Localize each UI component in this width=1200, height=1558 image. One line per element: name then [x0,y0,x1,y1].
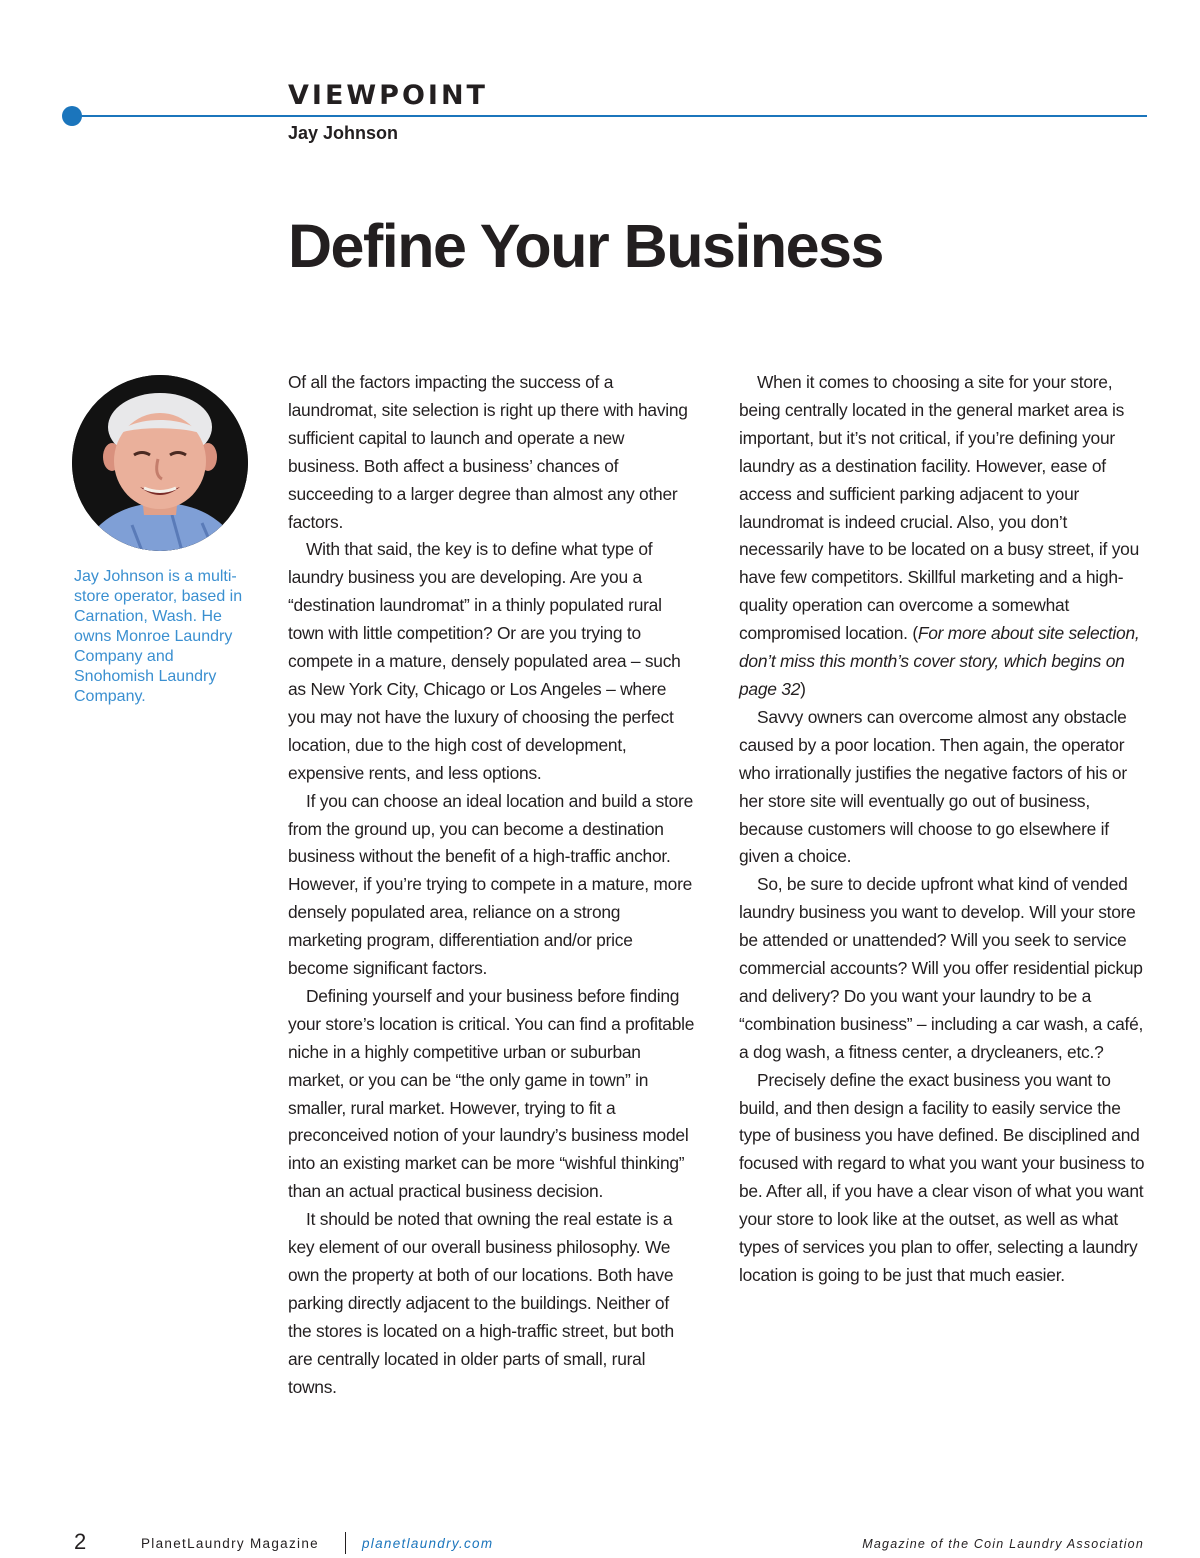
cover-story-reference: For more about site selection, don’t miss this month’s cover story, which begins on page 32 [739,623,1140,699]
article-column-right [739,369,1147,1290]
paragraph: It should be noted that owning the real estate is a key element of our overall business philosophy. We own the property at both of our locations. Both have parking directly adjacent to the buildings. Neither of the stores is located on a high-traffic street, but both are centrally located in older parts of small, rural towns. [288,1209,674,1397]
magazine-tagline: Magazine of the Coin Laundry Association [862,1537,1144,1551]
paragraph: Of all the factors impacting the success of a laundromat, site selection is right up there with having sufficient capital to launch and operate a new business. Both affect a business’ chances of succeeding to a larger degree than almost any other factors. [288,372,688,532]
section-label: VIEWPOINT [288,80,488,111]
magazine-name: PlanetLaundry Magazine [141,1536,319,1551]
author-photo [72,375,248,551]
paragraph: Defining yourself and your business before finding your store’s location is critical. You can find a profitable niche in a highly competitive urban or suburban market, or you can be “the only game in town” in smaller, rural market. However, trying to fit a preconceived notion of your laundry’s business model into an existing market can be more “wishful thinking” than an actual practical business decision. [288,985,695,1202]
paragraph [739,369,1147,704]
article-title: Define Your Business [288,212,883,280]
paragraph: If you can choose an ideal location and build a store from the ground up, you can become a destination business without the benefit of a high-traffic anchor. However, if you’re trying to compete in a mature, more densely populated area, reliance on a strong marketing program, differentiation and/or price become significant factors. [288,790,694,979]
paragraph: Savvy owners can overcome almost any obstacle caused by a poor location. Then again, the operator who irrationally justifies the negative factors of his or her store site will eventually go out of business, because customers will choose to go elsewhere if given a choice. [739,706,1127,867]
website-link[interactable]: planetlaundry.com [362,1536,494,1551]
header-rule-line [72,115,1147,117]
paragraph: So, be sure to decide upfront what kind of vended laundry business you want to develop. Will your store be attended or unattended? Will you seek to service commercial accounts? Will you offer residential pickup and delivery? Do you want your laundry to be a “combination business” – including a car wash, a café, a dog wash, a fitness center, a drycleaners, etc.? [739,874,1144,1062]
paragraph: With that said, the key is to define what type of laundry business you are developing. Are you a “destination laundromat” in a thinly populated rural town with little competition? Or are you trying to compete in a mature, densely populated area – such as New York City, Chicago or Los Angeles – where you may not have the luxury of choosing the perfect location, due to the high cost of development, expensive rents, and less options. [288,539,681,783]
paragraph: Precisely define the exact business you want to build, and then design a facility to easily service the type of business you have defined. Be disciplined and focused with regard to what you want your business to be. After all, if you have a clear vison of what you want your store to look like at the outset, as well as what types of services you plan to offer, selecting a laundry location is going to be just that much easier. [739,1069,1145,1285]
footer-divider [345,1532,346,1554]
paragraph-text: ) [800,678,806,699]
article-column-left [288,369,696,1402]
author-byline: Jay Johnson [288,123,399,143]
paragraph-text: When it comes to choosing a site for your store, being centrally located in the general market area is important, but it’s not critical, if you’re defining your laundry as a destination facility. However, ease of access and sufficient parking adjacent to your laundromat is indeed crucial. Also, you don’t necessarily have to be located on a busy street, if you have few competitors. Skillful marketing and a high-quality operation can overcome a somewhat compromised location. ( [739,372,1139,644]
page-footer [0,1528,1200,1558]
author-bio: Jay Johnson is a multi-store operator, based in Carnation, Wash. He owns Monroe Laundry Company and Snohomish Laundry Company. [74,568,243,705]
page-number: 2 [74,1529,87,1554]
